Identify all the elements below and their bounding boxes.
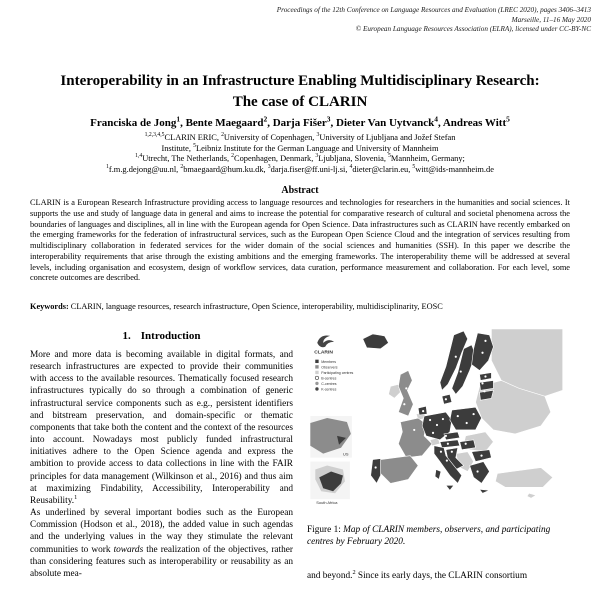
legend-marker-k-centres (315, 387, 318, 390)
legend-label-k-centres: K-centres (321, 387, 337, 392)
figure-1 (307, 327, 570, 548)
right-column (307, 327, 570, 600)
legend-label-members: Members (321, 359, 337, 364)
legend-swatch-observers (315, 365, 318, 368)
section-number: 1. (122, 330, 131, 342)
license-line: © European Language Resources Association (ELRA), licensed under CC-BY-NC (355, 25, 591, 34)
clarin-europe-map (307, 327, 565, 517)
abstract-text: CLARIN is a European Research Infrastructure providing access to language resources and technologies for researchers in the humanities and social sciences. It supports the use and study of language data in general and aims to increase the potential for comparative research of cultural and societal phenomena across the boundaries of languages and disciplines, all in line with the European agenda for Open Science. Data infrastructures such as CLARIN have recently embarked on the emerging frameworks for the federation of infrastructural services, such as the European Open Science Cloud and the integration of services resulting from multidisciplinary collaboration in federated services for the wider domain of the social sciences and humanities (SSH). In this paper we describe the interoperability requirements that arise through the existing ambitions and the emerging frameworks. The interoperability theme will be addressed at several levels, including organisation and ecosystem, design of workflow services, data curation, performance measurement and collaboration. For each level, some concrete outcomes are described. (30, 198, 570, 283)
legend-swatch-members (315, 360, 318, 363)
intro-paragraph-1: More and more data is becoming available in digital formats, and research infrastructures are expected to provide their communities with access to the available resources. Thematically focused research infrastructures typically do so through a combination of generic infrastructural service components such as e.g., persistent identifiers and bitstream preservation, and domain-specific or thematic components that take both the content and the context of the resources into account. Nowadays most publicly funded infrastructural initiatives adhere to the Open Science agenda and express the ambition to provide access to data collections in line with the FAIR principles for data management (Wilkinson et al., 2016) and thus aim at maximizing Findability, Accessibility, Interoperability and Reusability.$^1$ (30, 350, 293, 506)
venue-date-line: Marseille, 11–16 May 2020 (511, 15, 591, 24)
legend-label-c-centres: C-centres (321, 381, 337, 386)
legend-marker-b-centres (315, 376, 318, 379)
inset-label-us: US (342, 451, 349, 457)
left-column (30, 327, 293, 600)
map-inset-us (310, 416, 352, 458)
clarin-logo-text: CLARIN (314, 350, 333, 356)
authors-line: Franciska de Jong$^1$, Bente Maegaard$^2$, Darja Fišer$^3$, Dieter Van Uytvanck$^4$, Andreas Witt$^5$ (90, 114, 510, 129)
legend-label-participating: Participating centres (321, 370, 354, 375)
proceedings-line: Proceedings of the 12th Conference on Language Resources and Evaluation (LREC 2020), pages 3406–3413 (276, 6, 591, 14)
intro-paragraph-2: As underlined by several important bodies such as the European Commission (Hodson et al., 2018), the added value in such agendas and the underlying values in the way they stimulate the relevant communities to work towards the realization of the objectives, rather than considering features such as interoperability or reusability as an absolute mea- (30, 508, 293, 579)
affiliation-line-1: $^{1,2,3,4,5}$CLARIN ERIC, $^2$University of Copenhagen, $^3$University of Ljubljana and Jožef Stefan (144, 132, 456, 142)
section-title: Introduction (140, 330, 201, 342)
clarin-map-figure (307, 327, 565, 517)
title-line-2: The case of CLARIN (232, 93, 368, 110)
abstract-heading: Abstract (281, 185, 319, 196)
section-heading-introduction (30, 330, 293, 342)
figure-1-caption: Figure 1: Map of CLARIN members, observers, and participating centres by February 2020. (307, 525, 551, 547)
inset-label-south-africa: South Africa (316, 500, 338, 506)
affiliation-line-2: Institute, $^5$Leibniz Institute for the German Language and University of Mannheim (161, 142, 439, 153)
page-title (30, 71, 570, 112)
legend-marker-c-centres (315, 382, 318, 385)
title-line-1: Interoperability in an Infrastructure Enabling Multidisciplinary Research: (60, 73, 540, 89)
legend-label-observers: Observers (321, 365, 338, 370)
right-column-continuation-line: and beyond.$^2$ Since its early days, the CLARIN consortium (307, 568, 528, 581)
proceedings-header (277, 6, 591, 35)
legend-label-b-centres: B-centres (321, 376, 337, 381)
keywords-line: Keywords: CLARIN, language resources, research infrastructure, Open Science, interoperability, multidisciplinarity, EOSC (30, 302, 443, 311)
map-inset-south-africa (310, 462, 350, 506)
emails-line: $^1$f.m.g.dejong@uu.nl, $^2$bmaegaard@hum.ku.dk, $^3$darja.fiser@ff.uni-lj.si, $^4$dieter@clarin.eu, $^5$witt@ids-mannheim.de (106, 163, 494, 174)
legend-swatch-participating (315, 371, 318, 374)
affiliations-block (20, 133, 580, 175)
affiliation-line-3: $^{1,4}$Utrecht, The Netherlands, $^2$Copenhagen, Denmark, $^3$Ljubljana, Slovenia, $^5$Mannheim, Germany; (135, 153, 465, 164)
two-column-body (30, 327, 570, 600)
